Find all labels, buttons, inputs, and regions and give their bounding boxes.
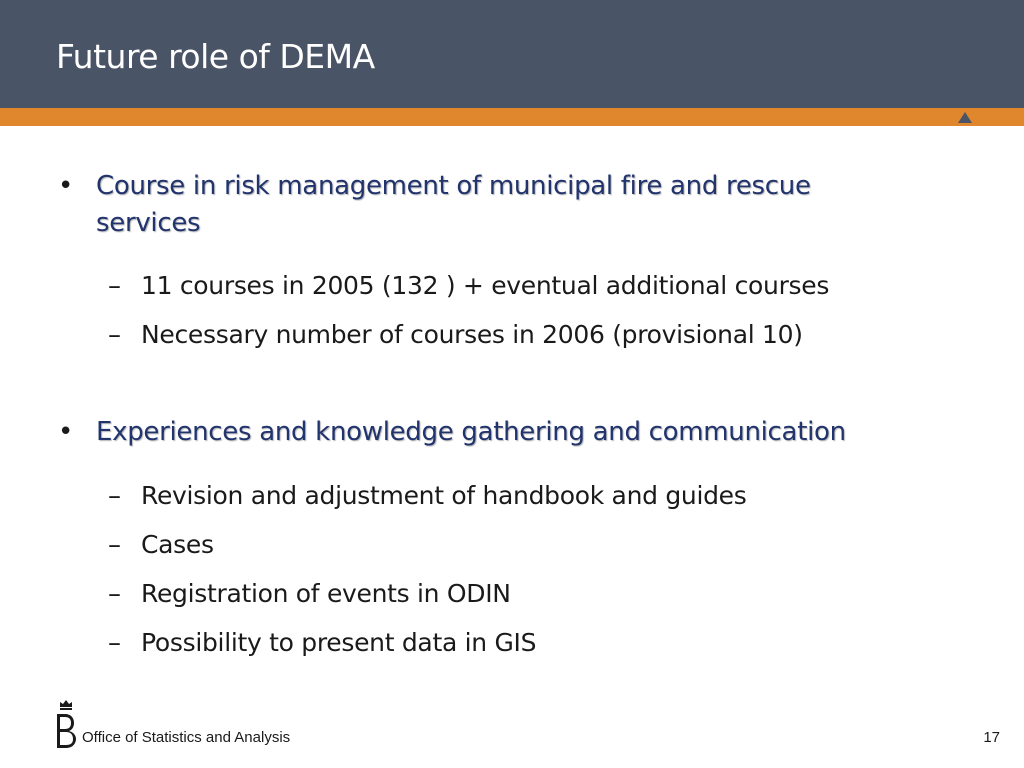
sub-bullet-marker: – <box>108 579 121 609</box>
sub-bullet-marker: – <box>108 481 121 511</box>
slide-title: Future role of DEMA <box>56 37 375 76</box>
page-number: 17 <box>983 729 1000 746</box>
bullet-marker: • <box>58 171 74 201</box>
sub-bullet-text: Necessary number of courses in 2006 (provisional 10) <box>141 320 803 349</box>
sub-bullet-text: Revision and adjustment of handbook and guides <box>141 481 747 510</box>
accent-bar <box>0 108 1024 126</box>
bullet-marker: • <box>58 417 74 447</box>
organization-name: Office of Statistics and Analysis <box>82 729 291 746</box>
up-arrow-icon <box>958 112 972 123</box>
sub-bullet-marker: – <box>108 530 121 560</box>
bullet-text: Experiences and knowledge gathering and communication <box>96 417 846 447</box>
sub-bullet-text: Registration of events in ODIN <box>141 579 511 608</box>
sub-bullet-marker: – <box>108 628 121 658</box>
sub-bullet-text: Cases <box>141 530 214 559</box>
crown-logo-icon <box>54 698 78 750</box>
sub-bullet-marker: – <box>108 320 121 350</box>
slide-header <box>0 0 1024 108</box>
sub-bullet-marker: – <box>108 271 121 301</box>
sub-bullet-text: 11 courses in 2005 (132 ) + eventual additional courses <box>141 271 830 300</box>
sub-bullet-text: Possibility to present data in GIS <box>141 628 537 657</box>
bullet-text: Course in risk management of municipal fire and rescue services <box>96 171 811 238</box>
